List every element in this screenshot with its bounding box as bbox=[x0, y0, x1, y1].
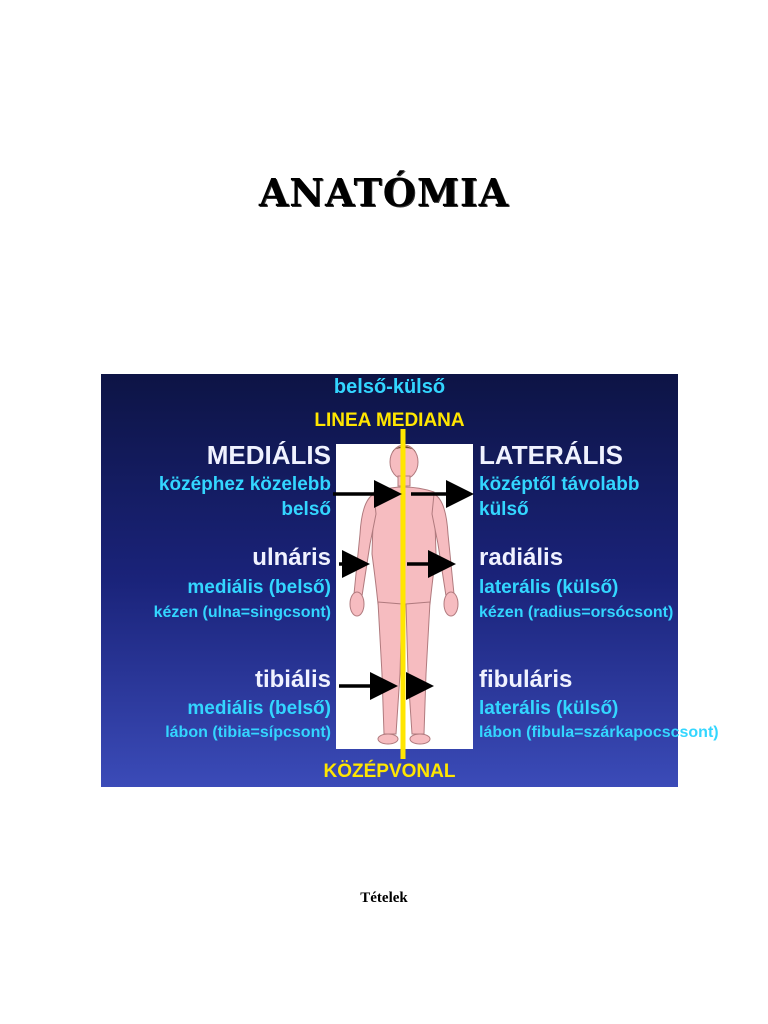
medialis-desc2: belső bbox=[281, 499, 331, 520]
page-title: ANATÓMIA bbox=[258, 170, 510, 215]
ulnaris-desc1: mediális (belső) bbox=[187, 577, 331, 598]
midline-top-label: LINEA MEDIANA bbox=[314, 410, 465, 431]
tibialis-desc1: mediális (belső) bbox=[187, 698, 331, 719]
midline-bottom-label: KÖZÉPVONAL bbox=[323, 761, 456, 782]
lateralis-desc1: középtől távolabb bbox=[479, 474, 640, 495]
medialis-desc1: középhez közelebb bbox=[158, 474, 331, 495]
radialis-heading: radiális bbox=[479, 544, 564, 571]
radialis-desc1: laterális (külső) bbox=[479, 577, 619, 598]
lateralis-heading: LATERÁLIS bbox=[479, 440, 623, 470]
ulnaris-desc2: kézen (ulna=singcsont) bbox=[153, 604, 331, 621]
lateralis-desc2: külső bbox=[479, 499, 529, 520]
anatomy-figure bbox=[101, 374, 719, 787]
tibialis-desc2: lábon (tibia=sípcsont) bbox=[165, 724, 331, 741]
fibularis-desc2: lábon (fibula=szárkapocscsont) bbox=[479, 724, 719, 741]
fibularis-desc1: laterális (külső) bbox=[479, 698, 619, 719]
medialis-heading: MEDIÁLIS bbox=[206, 440, 331, 470]
radialis-desc2: kézen (radius=orsócsont) bbox=[479, 604, 674, 621]
tibialis-heading: tibiális bbox=[254, 666, 331, 693]
footer-label: Tételek bbox=[360, 890, 408, 906]
top-label: belső-külső bbox=[333, 376, 446, 398]
fibularis-heading: fibuláris bbox=[479, 666, 573, 693]
ulnaris-heading: ulnáris bbox=[252, 544, 331, 571]
